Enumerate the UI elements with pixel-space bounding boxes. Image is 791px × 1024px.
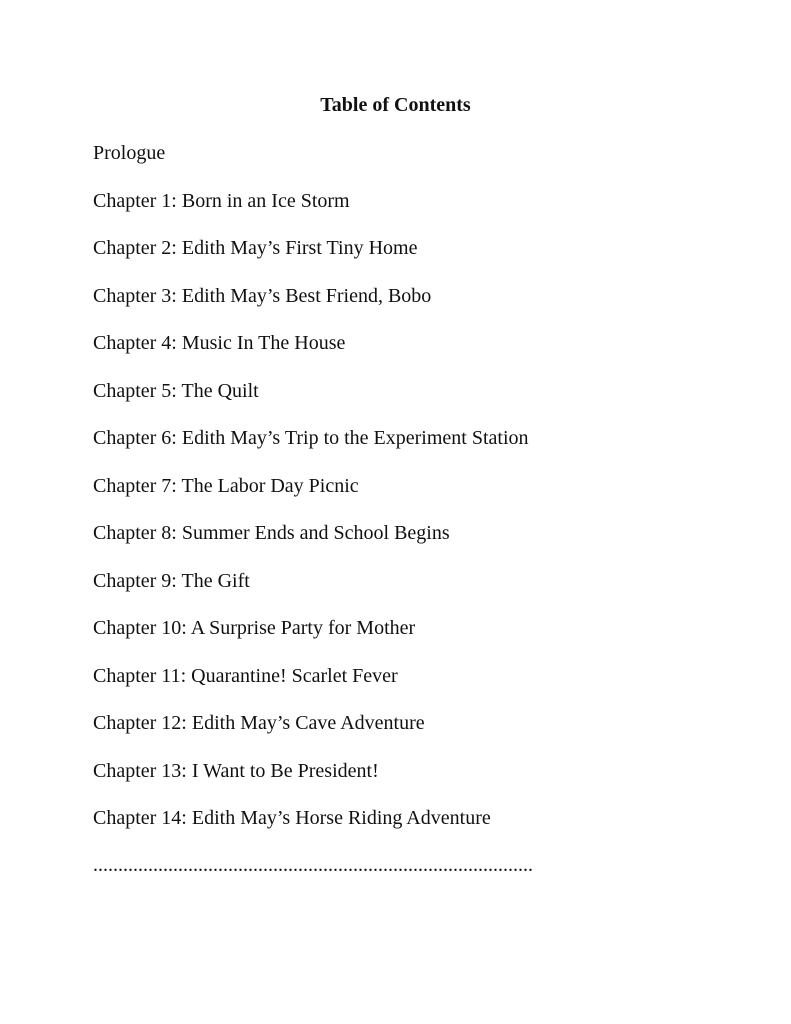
toc-entry-chapter-6: Chapter 6: Edith May’s Trip to the Experiment Station (93, 427, 529, 449)
toc-entry-chapter-13: Chapter 13: I Want to Be President! (93, 759, 379, 782)
toc-entry-chapter-9: Chapter 9: The Gift (93, 569, 250, 592)
toc-list (93, 140, 529, 853)
toc-entry-chapter-1: Chapter 1: Born in an Ice Storm (93, 189, 350, 212)
toc-entry-chapter-10: Chapter 10: A Surprise Party for Mother (93, 617, 416, 639)
page-title: Table of Contents (320, 94, 471, 116)
toc-entry-chapter-8: Chapter 8: Summer Ends and School Begins (93, 522, 450, 544)
toc-entry-chapter-12: Chapter 12: Edith May’s Cave Adventure (93, 712, 425, 734)
toc-entry-chapter-5: Chapter 5: The Quilt (93, 379, 259, 402)
toc-entry-chapter-4: Chapter 4: Music In The House (93, 332, 346, 354)
dotted-leader: ........................................................................................ (93, 854, 533, 876)
toc-entry-chapter-11: Chapter 11: Quarantine! Scarlet Fever (93, 664, 398, 687)
toc-entry-prologue: Prologue (93, 142, 166, 164)
toc-entry-chapter-3: Chapter 3: Edith May’s Best Friend, Bobo (93, 284, 432, 307)
toc-entry-chapter-2: Chapter 2: Edith May’s First Tiny Home (93, 237, 418, 259)
toc-entry-chapter-14: Chapter 14: Edith May’s Horse Riding Adventure (93, 807, 491, 829)
toc-entry-chapter-7: Chapter 7: The Labor Day Picnic (93, 474, 359, 497)
